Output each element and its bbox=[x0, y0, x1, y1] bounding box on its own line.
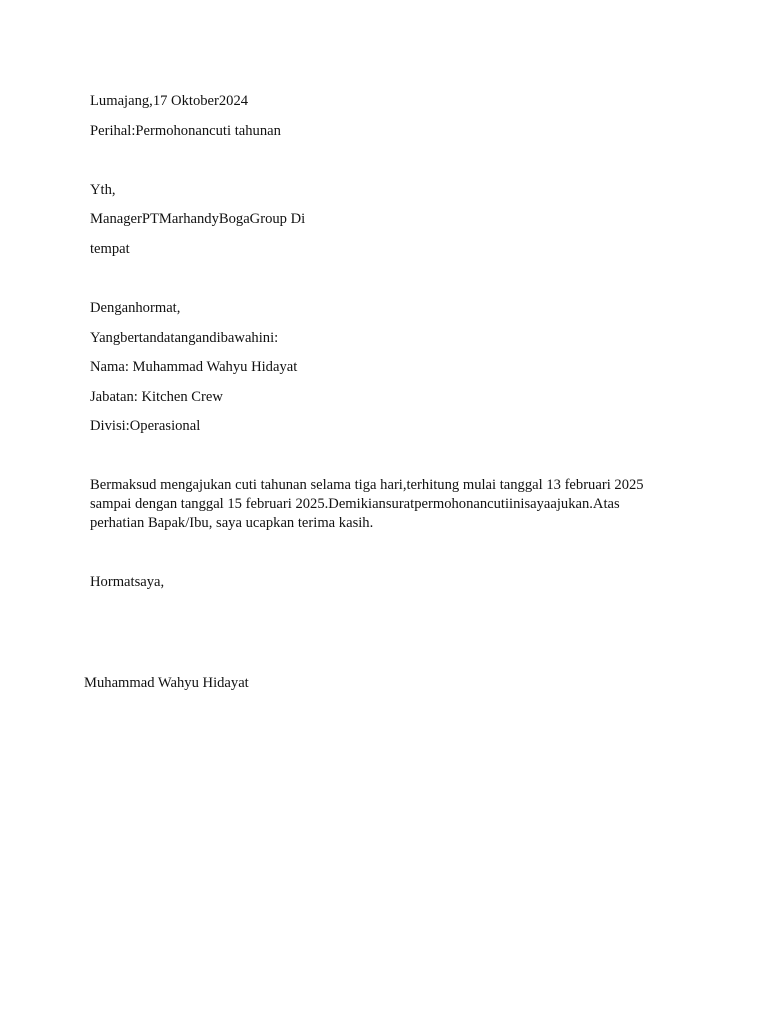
signature-name: Muhammad Wahyu Hidayat bbox=[84, 675, 249, 691]
subject-line: Perihal:Permohonancuti tahunan bbox=[90, 123, 281, 139]
identity-name: Nama: Muhammad Wahyu Hidayat bbox=[90, 359, 298, 375]
opening-greeting: Denganhormat, bbox=[90, 300, 181, 316]
body-line-3: perhatian Bapak/Ibu, saya ucapkan terima kasih. bbox=[90, 515, 374, 531]
body-line-1: Bermaksud mengajukan cuti tahunan selama tiga hari,terhitung mulai tanggal 13 februari 2025 bbox=[90, 477, 644, 493]
intro-line: Yangbertandatangandibawahini: bbox=[90, 330, 279, 346]
recipient-location: tempat bbox=[90, 241, 130, 257]
identity-division: Divisi:Operasional bbox=[90, 418, 201, 434]
closing-line: Hormatsaya, bbox=[90, 574, 165, 590]
recipient-name: ManagerPTMarhandyBogaGroup Di bbox=[90, 211, 306, 227]
identity-position: Jabatan: Kitchen Crew bbox=[90, 389, 223, 405]
place-date: Lumajang,17 Oktober2024 bbox=[90, 93, 249, 109]
body-line-2: sampai dengan tanggal 15 februari 2025.Demikiansuratpermohonancutiinisayaajukan.Atas bbox=[90, 496, 620, 512]
recipient-salutation: Yth, bbox=[90, 182, 116, 198]
